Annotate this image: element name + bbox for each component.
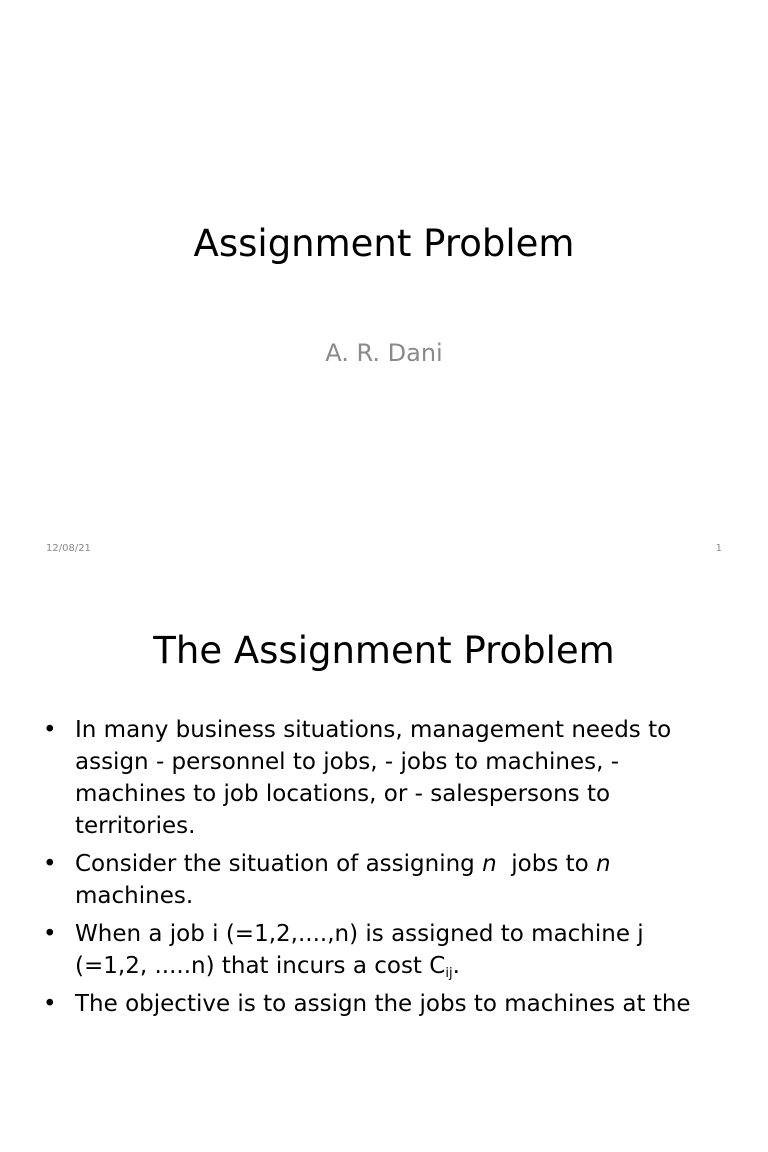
bullet-icon: • (43, 717, 57, 743)
variable-n: n (596, 851, 611, 877)
bullet-item (43, 848, 723, 912)
slide-date: 12/08/21 (46, 543, 91, 554)
bullet-icon: • (43, 921, 57, 947)
slide-title: Assignment Problem (193, 222, 575, 265)
bullet-item (43, 918, 723, 982)
slide-page-number: 1 (715, 543, 722, 554)
bullet-item (43, 714, 723, 842)
cost-subscript: ij (445, 966, 453, 981)
slide-heading: The Assignment Problem (153, 629, 615, 672)
bullet-text-part: . (452, 953, 460, 979)
bullet-item (43, 988, 723, 1020)
bullet-text-part: jobs to (496, 851, 597, 877)
bullet-icon: • (43, 991, 57, 1017)
content-slide (0, 576, 768, 1152)
bullet-list (43, 714, 723, 1026)
bullet-icon: • (43, 851, 57, 877)
bullet-text-part: When a job i (=1,2,....,n) is assigned to machine j (=1,2, .....n) that incurs a cost C (75, 921, 644, 979)
bullet-text: In many business situations, management needs to assign - personnel to jobs, - jobs to machines, - machines to job locations, or - salespersons to territories. (75, 717, 672, 839)
bullet-text-part: Consider the situation of assigning (75, 851, 483, 877)
slide-author: A. R. Dani (325, 339, 443, 367)
bullet-text-part: machines. (75, 851, 618, 909)
bullet-text: The objective is to assign the jobs to machines at the (75, 991, 691, 1017)
variable-n: n (482, 851, 497, 877)
